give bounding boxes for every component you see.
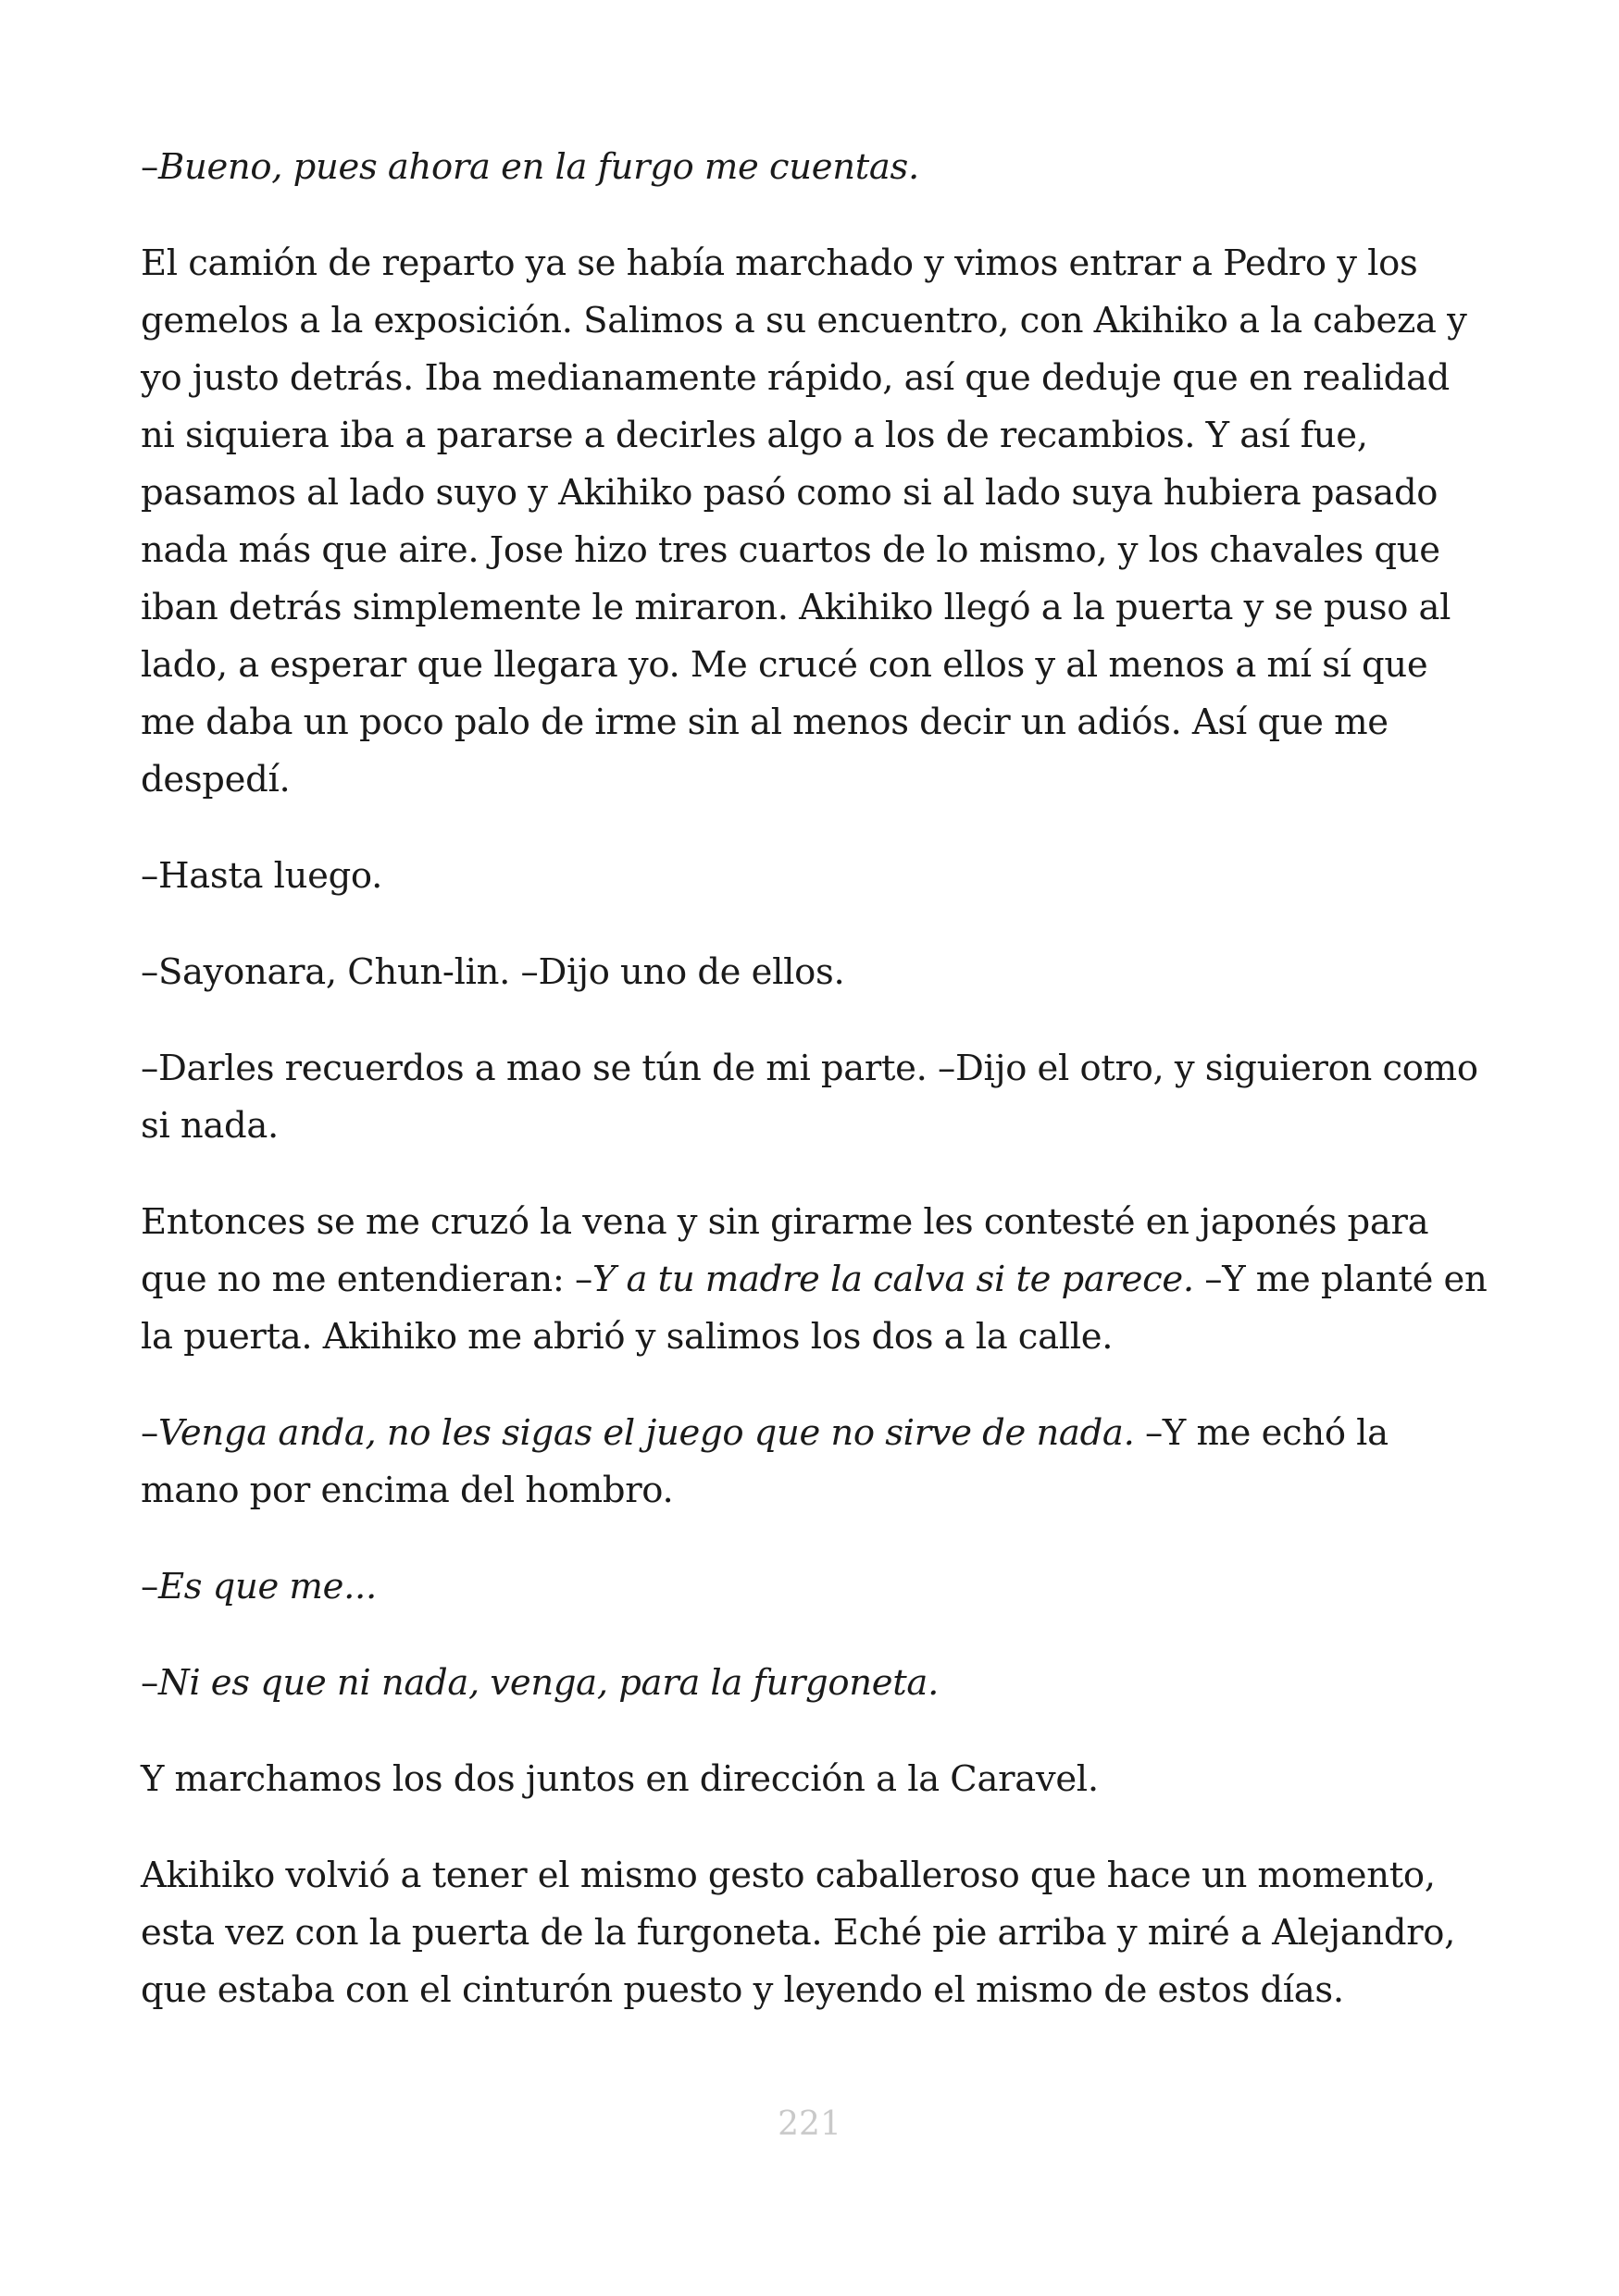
text-segment: –Y me planté en la puerta. Akihiko me abrió y salimos los dos a la calle. [141,1259,1488,1358]
italic-text-segment: Es que me... [157,1566,377,1607]
italic-text-segment: Bueno, pues ahora en la furgo me cuentas. [157,146,919,188]
text-segment: –Darles recuerdos a mao se tún de mi parte. –Dijo el otro, y siguieron como si nada. [141,1048,1478,1147]
paragraph [141,1194,1492,1366]
paragraph [141,1751,1492,1808]
text-segment: Y marchamos los dos juntos en dirección a la Caravel. [141,1758,1099,1800]
italic-text-segment: Ni es que ni nada, venga, para la furgoneta. [157,1662,940,1704]
paragraph [141,1405,1492,1520]
paragraph [141,1040,1492,1155]
text-segment: Entonces se me cruzó la vena y sin girarme les contesté en japonés para que no me entendieran: – [141,1201,1429,1300]
text-segment: –Sayonara, Chun-lin. –Dijo uno de ellos. [141,951,845,993]
text-segment: – [141,1566,158,1607]
paragraph [141,235,1492,809]
text-segment: – [141,146,158,188]
page-body [141,139,1492,2058]
paragraph [141,1655,1492,1712]
text-segment: – [141,1662,158,1704]
text-segment: –Y me echó la mano por encima del hombro. [141,1412,1389,1511]
text-segment: – [141,1412,158,1454]
paragraph [141,848,1492,905]
text-segment: El camión de reparto ya se había marchado y vimos entrar a Pedro y los gemelos a la exposición. Salimos a su encuentro, con Akihiko a la cabeza y yo justo detrás. Iba medianamente rápido, así que deduje que en realidad ni siquiera iba a pararse a decirles algo a los de recambios. Y así fue, pasamos al lado suyo y Akihiko pasó como si al lado suya hubiera pasado nada más que aire. Jose hizo tres cuartos de lo mismo, y los chavales que iban detrás simplemente le miraron. Akihiko llegó a la puerta y se puso al lado, a esperar que llegara yo. Me crucé con ellos y al menos a mí sí que me daba un poco palo de irme sin al menos decir un adiós. Así que me despedí. [141,242,1467,800]
italic-text-segment: Venga anda, no les sigas el juego que no sirve de nada. [157,1412,1135,1454]
text-segment: –Hasta luego. [141,855,383,897]
italic-text-segment: Y a tu madre la calva si te parece. [592,1259,1194,1300]
paragraph [141,944,1492,1001]
text-segment: Akihiko volvió a tener el mismo gesto caballeroso que hace un momento, esta vez con la puerta de la furgoneta. Eché pie arriba y miré a Alejandro, que estaba con el cinturón puesto y leyendo el mismo de estos días. [141,1855,1456,2011]
paragraph [141,139,1492,196]
page-number: 221 [778,2105,841,2143]
paragraph [141,1558,1492,1616]
paragraph [141,1847,1492,2019]
